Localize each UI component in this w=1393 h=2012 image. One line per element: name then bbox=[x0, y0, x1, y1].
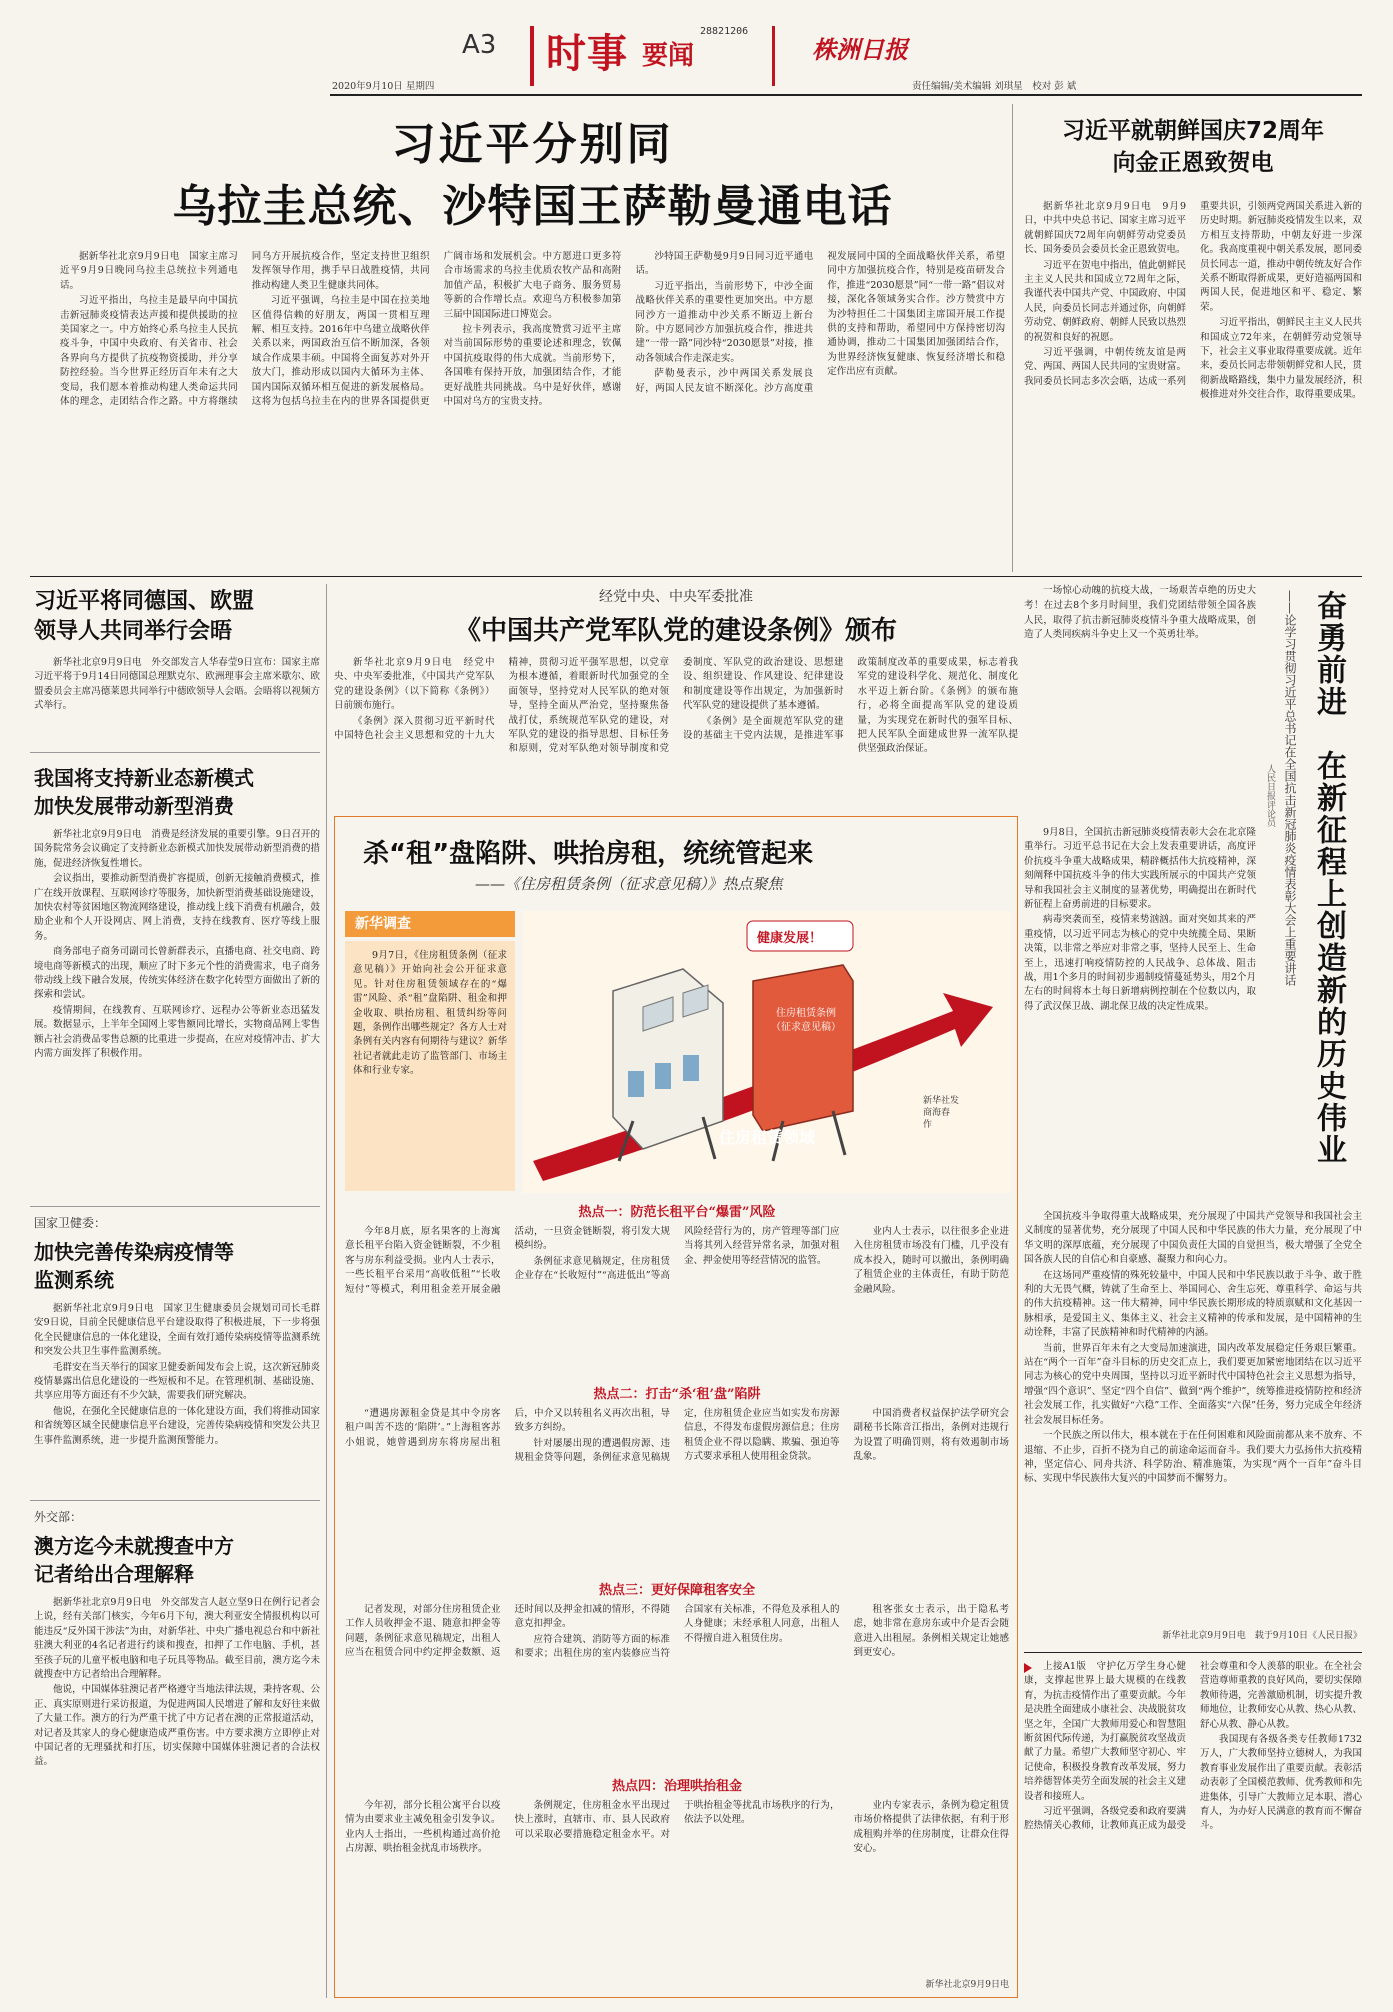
divider bbox=[1024, 1652, 1362, 1653]
hotspot-body bbox=[345, 1225, 1009, 1375]
macao-body bbox=[34, 1596, 320, 1996]
paragraph: 习近平指出，乌拉圭是最早向中国抗击新冠肺炎疫情表达声援和提供援助的拉美国家之一。中方始终心系乌拉圭人民抗疫斗争，中国中央政府、有关省市、社会各界向乌方提供了抗疫物资援助，并分享防控经验。当今世界正经历百年未有之大变局，我们愿本着推动构建人类命运共同体的理念，走团结合作之路。中方将继续同乌方开展抗疫合作，坚定支持世卫组织发挥领导作用，携手早日战胜疫情，共同推动构建人类卫生健康共同体。 bbox=[60, 251, 430, 408]
section-bracket bbox=[530, 26, 534, 86]
paragraph: 《条例》深入贯彻习近平新时代中国特色社会主义思想和党的十九大精神，贯彻习近平强军思想，以党章为根本遵循，着眼新时代加强党的全面领导，坚持党对人民军队的绝对领导，坚持全面从严治党，坚持聚焦备战打仗，系统规范军队党的建设，对军队党的建设的指导思想、目标任务和原则，党对军队绝对领导制度和党委制度、军队党的政治建设、思想建设、组织建设、作风建设、纪律建设和制度建设等作出规定，为加强新时代军队党的建设提供了基本遵循。 bbox=[334, 657, 844, 755]
paragraph: 病毒突袭而至，疫情来势汹汹。面对突如其来的严重疫情，以习近平同志为核心的党中央统揽全局、果断决策，以非常之举应对非常之事，坚持人民至上、生命至上，迅速打响疫情防控的人民战争、总体战、阻击战，用1个多月的时间初步遏制疫情蔓延势头，用2个月左右的时间将本土每日新增病例控制在个位数以内，取得了武汉保卫战、湖北保卫战的决定性成果。 bbox=[1024, 914, 1256, 1012]
macao-story bbox=[30, 1508, 320, 1998]
hotspot-4 bbox=[345, 1775, 1009, 1993]
illustration bbox=[523, 911, 1011, 1193]
paragraph: 条例规定，住房租金水平出现过快上涨时，直辖市、市、县人民政府可以采取必要措施稳定租金水平。对于哄抬租金等扰乱市场秩序的行为，依法予以处理。 bbox=[514, 1800, 840, 1840]
paragraph: 今年8月底，原名果客的上海寓意长租平台陷入资金链断裂，不少租客与房东利益受损。业内人士表示，一些长租平台采用“高收低租”“长收短付”等模式，利用租金差开展金融活动，一旦资金链断裂，将引发大规模纠纷。 bbox=[345, 1226, 670, 1295]
paragraph: 我国现有各级各类专任教师1732万人，广大教师坚持立德树人，为我国教育事业发展作出了重要贡献。表彰活动表彰了全国模范教师、优秀教师和先进集体，引导广大教师立足本职、潜心育人，为办好人民满意的教育而不懈奋斗。 bbox=[1200, 1734, 1362, 1832]
germany-headline-line1: 习近平将同德国、欧盟 bbox=[34, 589, 255, 614]
paragraph: 租客张女士表示，出于隐私考虑，她非常在意房东或中介是否会随意进入出租屋。条例相关规定让她感到更安心。 bbox=[853, 1604, 1009, 1659]
paragraph: 他说，在强化全民健康信息的一体化建设方面，我们将推动国家和省统筹区域全民健康信息平台建设，完善传染病疫情和突发公共卫生事件监测系统，进一步提升监测预警能力。 bbox=[34, 1405, 320, 1446]
paper-logo: 株洲日报 bbox=[812, 36, 908, 64]
divider bbox=[1012, 104, 1013, 572]
military-headline: 《中国共产党军队党的建设条例》颁布 bbox=[454, 616, 897, 646]
section-bracket-right bbox=[772, 26, 775, 86]
hotspot-heading: 热点三：更好保障租客安全 bbox=[598, 1583, 755, 1598]
paragraph: 中国消费者权益保护法学研究会副秘书长陈音江指出，条例对违规行为设置了明确罚则，将有效遏制市场乱象。 bbox=[853, 1408, 1009, 1463]
paragraph: 拉卡列表示，我高度赞赏习近平主席对当前国际形势的重要论述和理念，钦佩中国抗疫取得的伟大成就。当前形势下，各国唯有保持开放，加强团结合作，才能更好战胜共同挑战。乌中是好伙伴，感谢中国对乌方的宝贵支持。 bbox=[443, 324, 622, 408]
paragraph: 毛群安在当天举行的国家卫健委新闻发布会上说，这次新冠肺炎疫情暴露出信息化建设的一些短板和不足。在管理机制、基础设施、共享应用等方面还有不少欠缺，需要我们研究解决。 bbox=[34, 1361, 320, 1402]
paragraph: 会议指出，要推动新型消费扩容提质，创新无接触消费模式，推广在线开放课程、互联网诊疗等服务，加快新型消费基础设施建设，加快农村等贫困地区物流网络建设，推动线上线下消费有机融合，鼓励企业和个人开设网店、网上消费，支持在线教育、医疗等线上服务。 bbox=[34, 873, 320, 942]
lead-story bbox=[60, 104, 1005, 572]
rental-feature bbox=[334, 816, 1018, 1998]
military-kicker: 经党中央、中央军委批准 bbox=[599, 589, 753, 605]
paragraph: 新华社北京9月9日电 经党中央、中央军委批准，《中国共产党军队党的建设条例》（以下简称《条例》）日前颁布施行。 bbox=[334, 657, 495, 712]
masthead-rule bbox=[330, 94, 1362, 96]
paragraph: 新华社北京9月9日电 外交部发言人华春莹9日宣布：国家主席习近平将于9月14日同德国总理默克尔、欧洲理事会主席米歇尔、欧盟委员会主席冯德莱恩共同举行中德欧领导人会晤。会晤将以视频方式举行。 bbox=[34, 657, 320, 712]
window bbox=[655, 1063, 671, 1089]
paragraph: 商务部电子商务司副司长曾新群表示，直播电商、社交电商、跨境电商等新模式的出现，顺应了时下多元个性的消费需求，电子商务带动线上线下融合发展，传统实体经济在数字化转型方面做出了新的探索和尝试。 bbox=[34, 946, 320, 1001]
hotspot-heading: 热点二：打击“杀‘租’盘”陷阱 bbox=[593, 1387, 761, 1402]
continued-body bbox=[1024, 1660, 1362, 1996]
health-kicker: 国家卫健委： bbox=[34, 1216, 107, 1230]
dprk-headline-line1: 习近平就朝鲜国庆72周年 bbox=[1061, 118, 1324, 144]
paragraph: 一场惊心动魄的抗疫大战，一场艰苦卓绝的历史大考！在过去8个多月时间里，我们党团结带领全国各族人民，取得了抗击新冠肺炎疫情斗争重大战略成果，创造了人类同疾病斗争史上又一个英勇壮举。 bbox=[1024, 585, 1256, 641]
divider bbox=[30, 752, 320, 753]
health-body bbox=[34, 1302, 320, 1494]
section-subtitle: 要闻 bbox=[642, 41, 695, 71]
hotline: 28821206 bbox=[700, 26, 749, 37]
paragraph: 条例征求意见稿规定，住房租赁企业存在“长收短付”“高进低出”等高风险经营行为的，房产管理等部门应当将其列入经营异常名录，加强对租金、押金使用等经营情况的监管。 bbox=[514, 1226, 840, 1282]
paragraph: 上接A1版 守护亿万学生身心健康，支撑起世界上最大规模的在线教育，为抗击疫情作出了重要贡献。今年是决胜全面建成小康社会、决战脱贫攻坚之年，全国广大教师用爱心和智慧阻断贫困代际传递，为打赢脱贫攻坚战贡献了力量。希望广大教师坚守初心、牢记使命，积极投身教育改革发展，努力培养德智体美劳全面发展的社会主义建设者和接班人。 bbox=[1024, 1661, 1186, 1802]
rental-byline: 新华社北京9月9日电 bbox=[925, 1980, 1009, 1990]
lead-headline-line2: 乌拉圭总统、沙特国王萨勒曼通电话 bbox=[172, 181, 893, 232]
paragraph: 沙特国王萨勒曼9月9日同习近平通电话。 bbox=[635, 251, 814, 277]
book-title: 住房租赁条例（征求意见稿） bbox=[771, 1008, 841, 1033]
arrow-label: 住房租赁领域 bbox=[719, 1128, 816, 1147]
germany-headline-line2: 领导人共同举行会晤 bbox=[34, 619, 233, 644]
commentary-body-bottom bbox=[1024, 1210, 1362, 1624]
macao-headline-line1: 澳方迄今未就搜查中方 bbox=[34, 1534, 234, 1558]
dprk-body bbox=[1024, 200, 1362, 570]
paragraph: 《条例》是全面规范军队党的建设的基础主干党内法规，是推进军事政策制度改革的重要成果，标志着我军党的建设科学化、规范化、制度化水平迈上新台阶。《条例》的颁布施行，必将全面提高军队党的建设质量，为实现党在新时代的强军目标、把人民军队全面建成世界一流军队提供坚强政治保证。 bbox=[683, 657, 1018, 755]
paragraph: 针对屡屡出现的遭遇假房源、违规租金贷等问题，条例征求意见稿规定，住房租赁企业应当如实发布房源信息，不得发布虚假房源信息；住房租赁企业不得以隐瞒、欺骗、强迫等方式要求承租人使用租金贷款。 bbox=[514, 1408, 840, 1464]
paragraph: 今年初，部分长租公寓平台以疫情为由要求业主减免租金引发争议。业内人士指出，一些机构通过高价抢占房源、哄抬租金扰乱市场秩序。 bbox=[345, 1800, 501, 1855]
paragraph: 当前，世界百年未有之大变局加速演进，国内改革发展稳定任务艰巨繁重。站在“两个一百年”奋斗目标的历史交汇点上，我们要更加紧密地团结在以习近平同志为核心的党中央周围，坚持以习近平新时代中国特色社会主义思想为指导，增强“四个意识”、坚定“四个自信”、做到“两个维护”，统筹推进疫情防控和经济社会发展工作，扎实做好“六稳”工作、全面落实“六保”任务，努力完成全年经济社会发展目标任务。 bbox=[1024, 1342, 1362, 1426]
commentary-headline: 奋勇前进 在新征程上创造新的历史伟业 bbox=[1311, 590, 1346, 1166]
dprk-headline-line2: 向金正恩致贺电 bbox=[1112, 150, 1274, 176]
hotspot-2 bbox=[345, 1383, 1009, 1573]
rental-intro bbox=[345, 941, 515, 1191]
hotspot-body bbox=[345, 1407, 1009, 1571]
rental-tag: 新华调查 bbox=[345, 911, 515, 937]
divider bbox=[30, 1206, 320, 1207]
macao-headline-line2: 记者给出合理解释 bbox=[34, 1562, 194, 1586]
consumption-headline-line2: 加快发展带动新型消费 bbox=[34, 794, 234, 818]
commentary bbox=[1024, 584, 1362, 1646]
hotspot-heading: 热点一：防范长租平台“爆雷”风险 bbox=[578, 1205, 776, 1220]
consumption-headline-line1: 我国将支持新业态新模式 bbox=[34, 766, 254, 790]
dprk-story bbox=[1024, 104, 1362, 572]
paragraph: 据新华社北京9月9日电 国家卫生健康委员会规划司司长毛群安9日说，目前全民健康信息平台建设取得了积极进展，下一步将强化全民健康信息的一体化建设，全面有效打通传染病疫情等监测系统和突发公共卫生事件监测系统。 bbox=[34, 1303, 320, 1358]
paragraph: 萨勒曼表示，沙中两国关系发展良好，两国人民友谊不断深化。沙方高度重视发展同中国的全面战略伙伴关系，希望同中方加强抗疫合作，特别是疫苗研发合作，推进“2030愿景”同“一带一路”倡议对接，深化各领域务实合作。沙方赞赏中方为沙特担任二十国集团主席国开展工作提供的支持和帮助，希望同中方保持密切沟通协调，推动二十国集团加强团结合作，为世界经济恢复健康、恢复经济增长和稳定作出应有贡献。 bbox=[635, 251, 1005, 394]
military-body bbox=[334, 656, 1018, 810]
illustration-credit: 新华社发 商海春 作 bbox=[923, 1096, 960, 1130]
paragraph: 全国抗疫斗争取得重大战略成果，充分展现了中国共产党领导和我国社会主义制度的显著优势，充分展现了中国人民和中华民族的伟大力量，充分展现了中华文明的深厚底蕴，充分展现了中国负责任大国的自觉担当，极大增强了全党全国各族人民的自信心和自豪感、凝聚力和向心力。 bbox=[1024, 1211, 1362, 1266]
paragraph: 习近平在贺电中指出，值此朝鲜民主主义人民共和国成立72周年之际，我谨代表中国共产党、中国政府、中国人民，向委员长同志并通过你，向朝鲜劳动党、朝鲜政府、朝鲜人民致以热烈的祝贺和良好的祝愿。 bbox=[1024, 259, 1186, 343]
paragraph: 习近平强调，乌拉圭是中国在拉美地区值得信赖的好朋友，两国一贯相互理解、相互支持。2016年中乌建立战略伙伴关系以来，两国政治互信不断加深，各领域合作成果丰硕。中国将全面复苏对外开放大门，推动形成以国内大循环为主体、国内国际双循环相互促进的新发展格局。这将为包括乌拉圭在内的世界各国提供更广阔市场和发展机会。中方愿进口更多符合市场需求的乌拉圭优质农牧产品和高附加值产品，积极扩大电子商务、服务贸易等新的合作增长点。欢迎乌方积极参加第三届中国国际进口博览会。 bbox=[251, 251, 622, 408]
paragraph: 9月7日，《住房租赁条例（征求意见稿）》开始向社会公开征求意见。针对住房租赁领域存在的“爆雷”风险、杀“租”盘陷阱、租金和押金收取、哄抬房租、租赁纠纷等问题，条例作出哪些规定？各方人士对条例有关内容有何期待与建议？新华社记者就此走访了监管部门、市场主体和行业专家。 bbox=[353, 950, 507, 1077]
paragraph: 一个民族之所以伟大，根本就在于在任何困难和风险面前都从来不放弃、不退缩、不止步，百折不挠为自己的前途命运而奋斗。我们要大力弘扬伟大抗疫精神，坚定信心、同舟共济、科学防治、精准施策，为实现“两个一百年”奋斗目标、实现中华民族伟大复兴的中国梦而不懈努力。 bbox=[1024, 1430, 1362, 1485]
paragraph: 应符合建筑、消防等方面的标准和要求；出租住房的室内装修应当符合国家有关标准，不得危及承租人的人身健康；未经承租人同意，出租人不得擅自进入租赁住房。 bbox=[514, 1604, 840, 1660]
commentary-author: 人民日报评论员 bbox=[1265, 764, 1275, 827]
paragraph: 9月8日，全国抗击新冠肺炎疫情表彰大会在北京隆重举行。习近平总书记在大会上发表重要讲话，高度评价抗疫斗争重大战略成果，精辟概括伟大抗疫精神，深刻阐释中国抗疫斗争的伟大实践所展示的中国共产党领导和我国社会主义制度的显著优势，明确提出在新时代新征程上奋勇前进的目标要求。 bbox=[1024, 827, 1256, 911]
paragraph: 业内专家表示，条例为稳定租赁市场价格提供了法律依据，有利于形成租购并举的住房制度，让群众住得安心。 bbox=[853, 1800, 1009, 1855]
paragraph: “遭遇房源租金贷是其中令房客租户叫苦不迭的‘陷阱’。”上海租客苏小姐说，她曾遇到房东将房屋出租后，中介又以转租名义再次出租，导致多方纠纷。 bbox=[345, 1408, 670, 1448]
paragraph: 新华社北京9月9日电 消费是经济发展的重要引擎。9日召开的国务院常务会议确定了支持新业态新模式加快发展带动新型消费的措施，促进经济恢复性增长。 bbox=[34, 829, 320, 869]
speech-bubble: 健康发展！ bbox=[757, 931, 823, 946]
paragraph: 疫情期间，在线教育、互联网诊疗、远程办公等新业态迅猛发展。数据显示，上半年全国网上零售额同比增长，实物商品网上零售额占社会消费品零售总额的比重进一步提高，在应对疫情冲击、扩大内需方面发挥了积极作用。 bbox=[34, 1004, 320, 1060]
paragraph: 习近平指出，当前形势下，中沙全面战略伙伴关系的重要性更加突出。中方愿同沙方一道推动中沙关系不断迈上新台阶。中方愿同沙方加强抗疫合作，推进共建“一带一路”同沙特“2030愿景”对接，推动各领域合作走深走实。 bbox=[635, 280, 814, 364]
window bbox=[683, 1055, 699, 1081]
hotspot-heading: 热点四：治理哄抬租金 bbox=[611, 1779, 742, 1794]
paragraph: 习近平强调，各级党委和政府要满腔热情关心教师，让教师真正成为最受社会尊重和令人羡慕的职业。在全社会营造尊师重教的良好风尚，要切实保障教师待遇，完善激励机制，切实提升教师地位，让教师安心从教、热心从教、舒心从教、静心从教。 bbox=[1024, 1661, 1362, 1832]
commentary-subtitle: ——论学习贯彻习近平总书记在全国抗击新冠肺炎疫情表彰大会上重要讲话 bbox=[1283, 590, 1297, 986]
paragraph: 据新华社北京9月9日电 9月9日，中共中央总书记、国家主席习近平就朝鲜国庆72周年向朝鲜劳动党委员长、国务委员会委员长金正恩致贺电。 bbox=[1024, 201, 1186, 256]
issue-date: 2020年9月10日 星期四 bbox=[332, 81, 435, 92]
health-headline-line1: 加快完善传染病疫情等 bbox=[34, 1240, 234, 1264]
germany-story bbox=[30, 584, 320, 746]
hotspot-1 bbox=[345, 1201, 1009, 1377]
military-story bbox=[334, 584, 1018, 812]
hotspot-body bbox=[345, 1603, 1009, 1767]
rental-subheadline: ——《住房租赁条例（征求意见稿）》热点聚焦 bbox=[475, 875, 783, 893]
divider bbox=[30, 1500, 320, 1501]
window bbox=[628, 1071, 644, 1097]
page-number: A3 bbox=[462, 30, 497, 60]
commentary-byline: 新华社北京9月9日电 载于9月10日《人民日报》 bbox=[1162, 1631, 1362, 1641]
hotspot-body bbox=[345, 1799, 1009, 1975]
rental-headline: 杀“租”盘陷阱、哄抬房租，统统管起来 bbox=[363, 839, 814, 869]
lead-body bbox=[60, 250, 1005, 568]
paragraph: 在这场同严重疫情的殊死较量中，中国人民和中华民族以敢于斗争、敢于胜利的大无畏气概，铸就了生命至上、举国同心、舍生忘死、尊重科学、命运与共的伟大抗疫精神。这一伟大精神，同中华民族长期形成的特质禀赋和文化基因一脉相承，是爱国主义、集体主义、社会主义精神的传承和发展，是中国精神的生动诠释，丰富了民族精神和时代精神的内涵。 bbox=[1024, 1269, 1362, 1339]
divider bbox=[30, 576, 1362, 577]
section-title: 时事 bbox=[546, 31, 628, 77]
paragraph: 记者发现，对部分住房租赁企业工作人员收押金不退、随意扣押金等问题，条例征求意见稿规定，出租人应当在租赁合同中约定押金数额、返还时间以及押金扣减的情形，不得随意克扣押金。 bbox=[345, 1604, 670, 1659]
masthead bbox=[0, 0, 1393, 98]
divider bbox=[326, 584, 327, 1998]
editor-credits: 责任编辑/美术编辑 刘琪星 校对 彭 斌 bbox=[912, 81, 1077, 92]
health-headline-line2: 监测系统 bbox=[34, 1268, 114, 1292]
paragraph: 业内人士表示，以往很多企业进入住房租赁市场没有门槛，几乎没有成本投入，随时可以撤出，条例明确了租赁企业的主体责任，有助于防范金融风险。 bbox=[853, 1226, 1009, 1295]
consumption-story bbox=[30, 762, 320, 1202]
illustration-art bbox=[523, 911, 1011, 1193]
commentary-body-top bbox=[1024, 826, 1256, 1204]
paragraph: 习近平强调，中朝传统友谊是两党、两国、两国人民共同的宝贵财富。我同委员长同志多次会晤，达成一系列重要共识，引领两党两国关系进入新的历史时期。新冠肺炎疫情发生以来，双方相互支持帮助，中朝友好进一步深化。我高度重视中朝关系发展，愿同委员长同志一道，推动中朝传统友好合作关系不断取得新成果，更好造福两国和两国人民，促进地区和平、稳定、繁荣。 bbox=[1024, 201, 1362, 387]
paragraph: 据新华社北京9月9日电 外交部发言人赵立坚9日在例行记者会上说，经有关部门核实，今年6月下旬，澳大利亚安全情报机构以可能违反“反外国干涉法”为由，对新华社、中央广播电视总台和中新社驻澳大利亚的4名记者进行约谈和搜查，扣押了工作电脑、手机，甚至孩子玩的儿童平板电脑和电子玩具等物品。截至目前，澳方迄今未就搜查中方记者给出合理解释。 bbox=[34, 1597, 320, 1681]
health-story bbox=[30, 1214, 320, 1496]
paragraph: 他说，中国媒体驻澳记者严格遵守当地法律法规，秉持客观、公正、真实原则进行采访报道，为促进两国人民增进了解和友好往来做了大量工作。澳方的行为严重干扰了中方记者在澳的正常报道活动，对记者及其家人的身心健康造成严重伤害。中方要求澳方立即停止对中国记者的无理骚扰和打压，切实保障中国媒体驻澳记者的合法权益。 bbox=[34, 1684, 320, 1768]
hotspot-3 bbox=[345, 1579, 1009, 1769]
continued-story bbox=[1024, 1660, 1362, 1998]
paragraph: 习近平指出，朝鲜民主主义人民共和国成立72年来，在朝鲜劳动党领导下，社会主义事业取得重要成就。近年来，委员长同志带领朝鲜党和人民，贯彻新战略路线，集中力量发展经济，积极推进对外交往合作，取得重要成果。 bbox=[1200, 317, 1362, 401]
commentary-intro bbox=[1024, 584, 1256, 820]
lead-headline-line1: 习近平分别同 bbox=[391, 119, 674, 170]
commentary-title-block bbox=[1264, 584, 1362, 1204]
consumption-body bbox=[34, 828, 320, 1200]
germany-body bbox=[34, 656, 320, 744]
paragraph: 据新华社北京9月9日电 国家主席习近平9月9日晚同乌拉圭总统拉卡列通电话。 bbox=[60, 251, 238, 291]
macao-kicker: 外交部： bbox=[34, 1510, 83, 1524]
